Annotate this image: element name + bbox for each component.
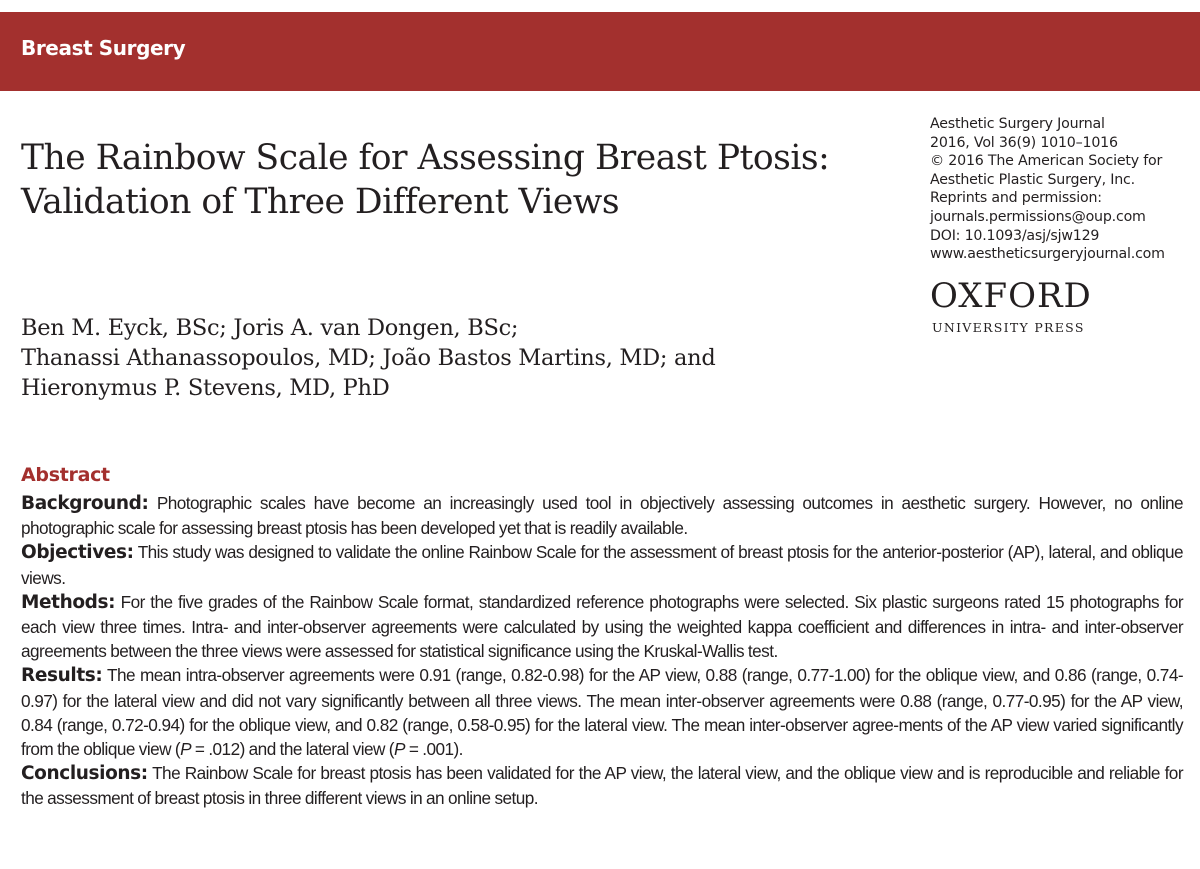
section-label: Breast Surgery <box>21 36 186 60</box>
authors-line-2: Thanassi Athanassopoulos, MD; João Bastos Martins, MD; and <box>21 345 716 371</box>
publisher-subtitle: UNIVERSITY PRESS <box>932 320 1085 335</box>
title-line-2: Validation of Three Different Views <box>21 182 620 222</box>
author-list <box>21 313 921 403</box>
results-label: Results: <box>21 665 103 687</box>
doi: DOI: 10.1093/asj/sjw129 <box>930 227 1100 244</box>
abstract-background <box>21 491 1183 540</box>
section-banner <box>0 12 1200 91</box>
abstract-body <box>21 491 1183 811</box>
article-title <box>21 136 901 224</box>
journal-volume: 2016, Vol 36(9) 1010–1016 <box>930 134 1118 151</box>
copyright-line-2: Aesthetic Plastic Surgery, Inc. <box>930 171 1135 188</box>
abstract-results <box>21 663 1183 761</box>
journal-website: www.aestheticsurgeryjournal.com <box>930 246 1165 263</box>
authors-line-3: Hieronymus P. Stevens, MD, PhD <box>21 375 390 401</box>
objectives-label: Objectives: <box>21 542 134 564</box>
abstract-objectives <box>21 540 1183 589</box>
p-value-symbol-2: P <box>393 739 405 760</box>
journal-name: Aesthetic Surgery Journal <box>930 116 1105 132</box>
abstract-methods <box>21 590 1183 664</box>
journal-info <box>930 115 1198 264</box>
permissions-email: journals.permissions@oup.com <box>930 208 1146 225</box>
methods-label: Methods: <box>21 591 116 613</box>
conclusions-text: The Rainbow Scale for breast ptosis has been validated for the AP view, the lateral view, and the oblique view and is reproducible and reliable for the assessment of breast ptosis in three different views in an online setup. <box>21 763 1183 809</box>
methods-text: For the five grades of the Rainbow Scale format, standardized reference photographs were selected. Six plastic surgeons rated 15 photographs for each view three times. Intra- and inter-observer agreements were calculated by using the weighted kappa coefficient and differences in intra- and inter-observer agreements between the three views were assessed for statistical significance using the Kruskal-Wallis test. <box>21 591 1183 662</box>
abstract-conclusions <box>21 761 1183 810</box>
conclusions-label: Conclusions: <box>21 763 148 785</box>
copyright-line-1: © 2016 The American Society for <box>930 153 1163 170</box>
results-text-3: = .001). <box>404 739 463 760</box>
results-text-1: The mean intra-observer agreements were 0.91 (range, 0.82-0.98) for the AP view, 0.88 (range, 0.77-1.00) for the oblique view, and 0.86 (range, 0.74-0.97) for the lateral view and did not vary significantly between all three views. The mean inter-observer agreements were 0.88 (range, 0.77-0.95) for the AP view, 0.84 (range, 0.72-0.94) for the oblique view, and 0.82 (range, 0.58-0.95) for the lateral view. The mean inter-observer agree-ments of the AP view varied significantly from the oblique view ( <box>21 665 1183 760</box>
title-line-1: The Rainbow Scale for Assessing Breast Ptosis: <box>21 138 830 178</box>
authors-line-1: Ben M. Eyck, BSc; Joris A. van Dongen, BSc; <box>21 315 519 341</box>
publisher-logo: OXFORD <box>930 276 1092 316</box>
p-value-symbol-1: P <box>180 739 191 760</box>
reprints-label: Reprints and permission: <box>930 190 1102 207</box>
objectives-text: This study was designed to validate the online Rainbow Scale for the assessment of breast ptosis for the anterior-posterior (AP), lateral, and oblique views. <box>21 542 1183 588</box>
abstract-heading: Abstract <box>21 464 110 486</box>
results-text-2: = .012) and the lateral view ( <box>190 739 394 760</box>
background-text: Photographic scales have become an increasingly used tool in objectively assessing outcomes in aesthetic surgery. However, no online photographic scale for assessing breast ptosis has been developed yet that is readily available. <box>21 493 1183 539</box>
background-label: Background: <box>21 493 149 514</box>
